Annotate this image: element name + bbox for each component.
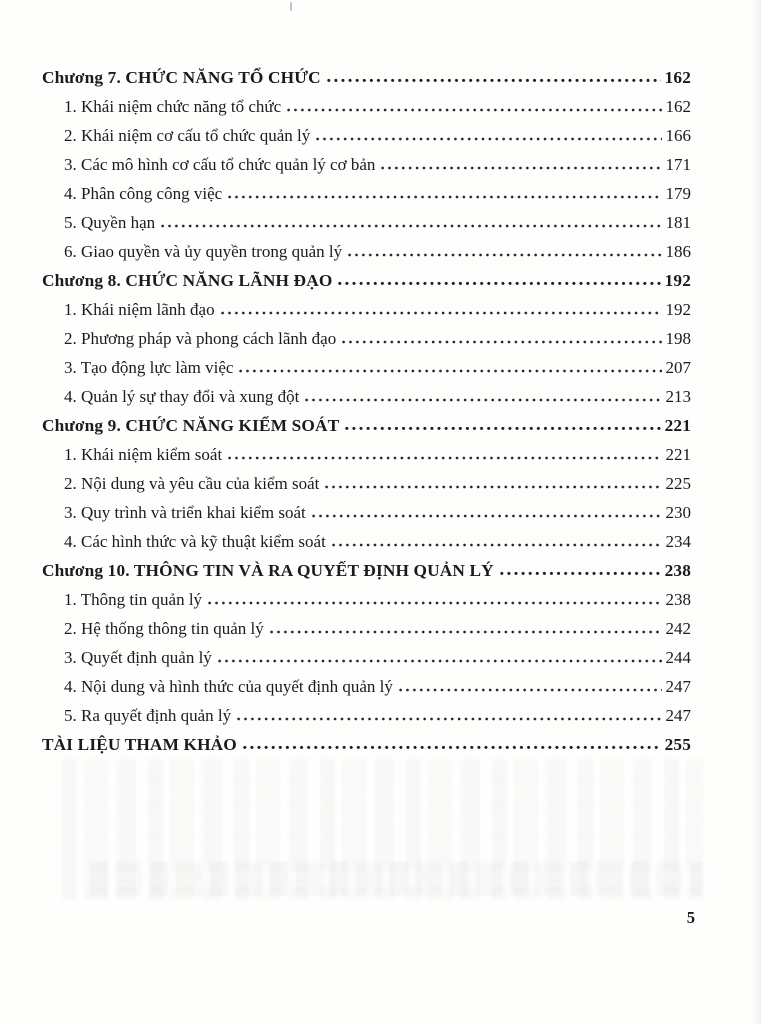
toc-entry-page: 225 [665,474,691,493]
toc-entry-page: 198 [665,329,691,348]
toc-item-row [42,295,691,324]
toc-item-row [42,92,691,121]
toc-entry-page: 179 [665,184,691,203]
toc-entry-title: 1. Khái niệm chức năng tổ chức [64,97,282,116]
toc-entry-page: 186 [665,242,691,261]
toc-entry-title: 3. Quyết định quản lý [64,648,212,667]
toc-entry-page: 166 [665,126,691,145]
dot-leader [305,398,661,402]
dot-leader [312,514,662,518]
toc-entry-page: 242 [665,619,691,638]
toc-chapter-row [42,411,691,440]
toc-entry-page: 221 [665,445,691,464]
toc-item-row [42,353,691,382]
toc-entry-title: Chương 9. CHỨC NĂNG KIỂM SOÁT [42,416,340,435]
dot-leader [228,456,661,460]
toc-entry-title: Chương 8. CHỨC NĂNG LÃNH ĐẠO [42,271,333,290]
toc-item-row [42,643,691,672]
dot-leader [500,571,661,576]
toc-backmatter-row [42,730,691,759]
toc-item-row [42,179,691,208]
toc-entry-page: 234 [665,532,691,551]
dot-leader [270,630,662,634]
dot-leader [228,195,661,199]
toc-entry-page: 255 [664,735,691,754]
toc-item-row [42,324,691,353]
dot-leader [325,485,661,489]
toc-item-row [42,150,691,179]
toc-entry-page: 238 [664,561,691,580]
toc-entry-title: 2. Phương pháp và phong cách lãnh đạo [64,329,337,348]
toc-item-row [42,614,691,643]
toc-entry-title: 1. Thông tin quản lý [64,590,203,609]
toc-entry-title: 5. Quyền hạn [64,213,156,232]
toc-entry-title: Chương 7. CHỨC NĂNG TỔ CHỨC [42,68,321,87]
toc-entry-page: 238 [665,590,691,609]
toc-entry-page: 192 [665,300,691,319]
toc-entry-title: 1. Khái niệm kiểm soát [64,445,223,464]
toc-entry-page: 162 [665,97,691,116]
dot-leader [243,745,661,750]
page-edge-shadow [752,0,761,1024]
dot-leader [218,659,662,663]
toc-entry-title: 4. Các hình thức và kỹ thuật kiểm soát [64,532,326,551]
toc-item-row [42,498,691,527]
toc-entry-title: 6. Giao quyền và ủy quyền trong quản lý [64,242,343,261]
scan-speck-artifact [290,2,292,11]
toc-entry-title: Chương 10. THÔNG TIN VÀ RA QUYẾT ĐỊNH QUẢN LÝ [42,561,494,580]
toc-chapter-row [42,63,691,92]
toc-chapter-row [42,266,691,295]
dot-leader [316,137,661,141]
dot-leader [327,78,661,83]
table-of-contents [42,63,691,759]
toc-entry-title: 2. Nội dung và yêu cầu của kiểm soát [64,474,320,493]
toc-item-row [42,237,691,266]
toc-item-row [42,672,691,701]
toc-entry-page: 247 [665,677,691,696]
toc-item-row [42,121,691,150]
toc-chapter-row [42,556,691,585]
toc-item-row [42,469,691,498]
toc-entry-title: 4. Nội dung và hình thức của quyết định quản lý [64,677,393,696]
dot-leader [338,281,660,286]
toc-item-row [42,208,691,237]
toc-entry-page: 162 [664,68,691,87]
toc-entry-title: TÀI LIỆU THAM KHẢO [42,735,237,754]
toc-entry-title: 3. Các mô hình cơ cấu tổ chức quản lý cơ bản [64,155,376,174]
toc-entry-page: 247 [665,706,691,725]
toc-entry-title: 3. Quy trình và triển khai kiểm soát [64,503,306,522]
toc-entry-title: 2. Hệ thống thông tin quản lý [64,619,264,638]
dot-leader [345,426,660,431]
dot-leader [161,224,661,228]
toc-entry-page: 192 [664,271,691,290]
toc-entry-page: 207 [665,358,691,377]
toc-entry-page: 213 [665,387,691,406]
toc-entry-title: 1. Khái niệm lãnh đạo [64,300,215,319]
toc-entry-title: 5. Ra quyết định quản lý [64,706,232,725]
dot-leader [208,601,661,605]
toc-entry-title: 2. Khái niệm cơ cấu tổ chức quản lý [64,126,311,145]
toc-entry-page: 244 [665,648,691,667]
dot-leader [221,311,662,315]
toc-item-row [42,585,691,614]
toc-entry-page: 230 [665,503,691,522]
toc-item-row [42,440,691,469]
dot-leader [399,688,662,692]
dot-leader [287,108,661,112]
dot-leader [348,253,661,257]
dot-leader [239,369,661,373]
toc-item-row [42,382,691,411]
toc-entry-page: 221 [664,416,691,435]
toc-entry-page: 181 [665,213,691,232]
toc-entry-title: 3. Tạo động lực làm việc [64,358,234,377]
dot-leader [381,166,661,170]
toc-entry-title: 4. Phân công công việc [64,184,223,203]
toc-entry-title: 4. Quản lý sự thay đổi và xung đột [64,387,300,406]
toc-item-row [42,527,691,556]
dot-leader [237,717,661,721]
toc-entry-page: 171 [665,155,691,174]
toc-item-row [42,701,691,730]
page-number: 5 [686,908,695,927]
bleed-through-artifact-2 [90,862,703,896]
dot-leader [342,340,661,344]
dot-leader [332,543,662,547]
